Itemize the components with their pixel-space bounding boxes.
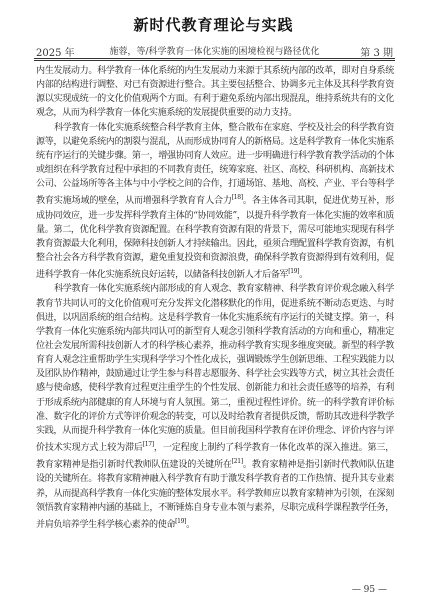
paragraph-3-tail-end: 。 (186, 519, 195, 530)
paragraph-2-continued-end: 。 (299, 270, 308, 281)
paragraph-3 (36, 282, 394, 532)
paragraph-2 (36, 121, 394, 283)
paragraph-3-tail: 教育家精神是指引新时代教师队伍建设的关键所在。将教育家精神融入科学教育有助于激发科学教育者的工作热情、提升其专业素养，从而提高科学教育一体化实施的整体发展水平。科学教师应以教育家精神为引领，在深刻领悟教育家精神内涵的基础上，不断锤炼自身专业本领与素养，尽职完成科学课程教学任务，并肩负培养学生科学核心素养的使命 (36, 460, 394, 530)
article-body (36, 64, 394, 564)
journal-title: 新时代教育理论与实践 (133, 16, 294, 34)
citation: [19] (288, 268, 300, 276)
paragraph-1 (36, 64, 394, 121)
paragraph-1-text: 内生发展动力。科学教育一体化系统的内生发展动力来源于其系统内部的改革，即对自身系统内部的结构进行调整、对已有资源进行整合。其主要包括整合、协调多元主体及其科学教育资源以实现成统一的文化价值观两个方面。有利于避免系统内部出现混乱，维持系统共有的文化观念，从而为科学教育一体化实施系统的发展提供重要的动力支持。 (36, 66, 394, 119)
running-title: 施蓉，等/科学教育一体化实施的困境检视与路径优化 (109, 47, 320, 57)
running-header (36, 44, 393, 58)
paragraph-2-end: 。 (242, 196, 252, 207)
citation: [17] (142, 441, 154, 449)
header-year: 2025 年 (36, 48, 75, 59)
citation: [19] (175, 517, 187, 525)
paragraph-3-text: 科学教育一体化实施系统内部形成的育人观念、教育家精神、科学教育评价观念融入科学教育节共同认可的文化价值观可充分发挥文化潜移默化的作用，促进系统不断动态更迭、与时俱进，以巩固系统的组合结构。这是科学教育一体化实施系统有序运行的关键支撑。第一，科学教育一体化实施系统内部共同认可的新型育人观念引领科学教育活动的方向和重心，精准定位社会发展所需科技创新人才的科学核心素养，推动科学教育实现多维度突破。新型的科学教育育人观念注重帮助学生实现科学学习个性化成长，强调锻炼学生创新思维、工程实践能力以及团队协作精神，鼓励通过让学生参与科普志愿服务、科学社会实践等方式，树立其社会责任感与使命感，使科学教育过程更注重学生的个性发展、创新能力和社会责任感等的培养，有利于形成系统内部健康的育人环境与育人氛围。第二，重视过程性评价。统一的科学教育评价标准、数字化的评价方式等评价观念的转变，可以及时给教育者提供反馈，帮助其改进科学教学实践，从而提升科学教育一体化实施的质量。但目前我国科学教育在评价理念、评价内容与评价技术实现方式上较为滞后 (36, 284, 394, 454)
paragraph-2-continued: 各主体各司其职，促进优势互补，形成协同效应，进一步发挥科学教育主体的“协同效能”，以提升科学教育一体化实施的效率和质量。第二，优化科学教育资源配置。在科学教育资源有限的背景下，需尽可能地实现现有科学教育资源最大化利用，保障科技创新人才持续输出。因此，亟须合理配置科学教育资源，有机整合社会各方科学教育资源，避免重复投资和资源浪费，确保科学教育资源得到有效利用，促进科学教育一体化实施系统良好运转，以储备科技创新人才后备军 (36, 196, 394, 281)
citation: [21] (231, 458, 243, 466)
header-rule-top (34, 58, 395, 59)
page-number: — 95 — (351, 585, 387, 595)
header-issue: 第 3 期 (360, 48, 393, 59)
paragraph-2-text: 科学教育一体化实施系统整合科学教育主体，整合散布在家庭、学校及社会的科学教育资源等，以避免系统内的割裂与混乱，从而形成协同育人的新格局。这是科学教育一体化实施系统有序运行的关键步骤。第一，增强协同育人效应。进一步明确进行科学教育教学活动的个体或组织在科学教育过程中承担的不同教育责任，统筹家庭、社区、高校、科研机构、高新技术公司、公益场所等各主体与中小学校之间的合作，打通场馆、基地、高校、产业、平台等科学教育实施场域的壁垒，从而增强科学教育育人合力 (36, 122, 394, 207)
paragraph-3-continued: ，一定程度上制约了科学教育一体化改革的深入推进。第三，教育家精神是指引新时代教师队伍建设的关键所在 (36, 443, 394, 471)
paragraph-3-end: 。 (242, 460, 252, 471)
header-rule-bottom (34, 60, 395, 61)
citation: [18] (231, 194, 243, 202)
